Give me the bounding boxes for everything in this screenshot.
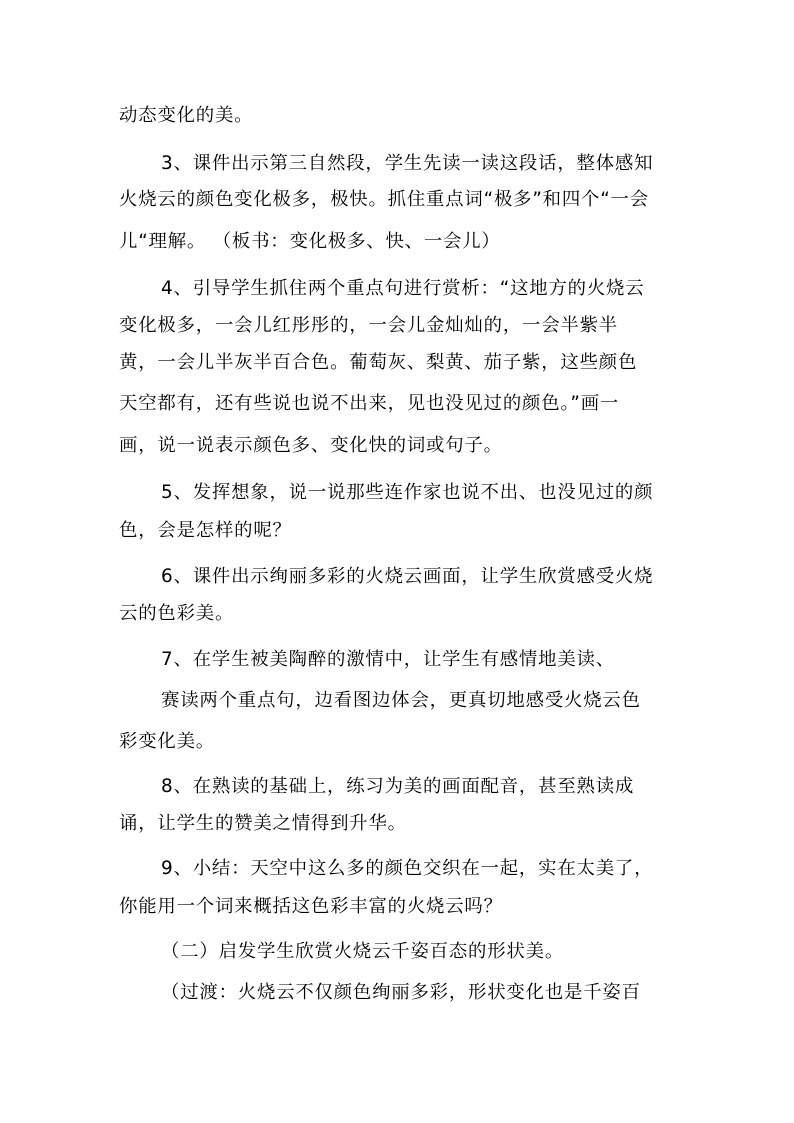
- text-line-6: 变化极多，一会儿红彤彤的，一会儿金灿灿的，一会半紫半: [119, 315, 618, 336]
- text-line-9: 画，说一说表示颜色多、变化快的词或句子。: [119, 435, 503, 456]
- text-line-13: 云的色彩美。: [119, 603, 235, 624]
- text-line-1: 动态变化的美。: [119, 105, 254, 126]
- text-line-10: 5、发挥想象，说一说那些连作家也说不出、也没见过的颜: [161, 482, 654, 503]
- text-line-18: 诵，让学生的赞美之情得到升华。: [119, 813, 407, 834]
- text-line-7: 黄，一会儿半灰半百合色。葡萄灰、梨黄、茄子紫，这些颜色: [119, 352, 638, 373]
- text-line-19: 9、小结：天空中这么多的颜色交织在一起，实在太美了，: [161, 858, 654, 879]
- text-line-14: 7、在学生被美陶醉的激情中，让学生有感情地美读、: [161, 649, 615, 670]
- text-line-17: 8、在熟读的基础上，练习为美的画面配音，甚至熟读成: [161, 776, 635, 797]
- text-line-12: 6、课件出示绚丽多彩的火烧云画面，让学生欣赏感受火烧: [161, 566, 654, 587]
- text-line-20: 你能用一个词来概括这色彩丰富的火烧云吗？: [119, 896, 503, 917]
- text-line-5: 4、引导学生抓住两个重点句进行赏析：“这地方的火烧云: [161, 278, 645, 299]
- text-line-2: 3、课件出示第三自然段，学生先读一读这段话，整体感知: [161, 153, 654, 174]
- text-line-16: 彩变化美。: [119, 731, 215, 752]
- text-line-22: （过渡：火烧云不仅颜色绚丽多彩，形状变化也是千姿百: [161, 982, 641, 1003]
- text-line-21: （二）启发学生欣赏火烧云千姿百态的形状美。: [161, 941, 565, 962]
- text-line-15: 赛读两个重点句，边看图边体会，更真切地感受火烧云色: [161, 690, 641, 711]
- text-line-11: 色，会是怎样的呢？: [119, 520, 292, 541]
- text-line-8: 天空都有，还有些说也说不出来，见也没见过的颜色。”画一: [119, 393, 620, 414]
- text-line-3: 火烧云的颜色变化极多，极快。抓住重点词“极多”和四个“一会: [119, 189, 649, 210]
- text-line-4: 儿“理解。 （板书：变化极多、快、一会儿）: [119, 231, 501, 252]
